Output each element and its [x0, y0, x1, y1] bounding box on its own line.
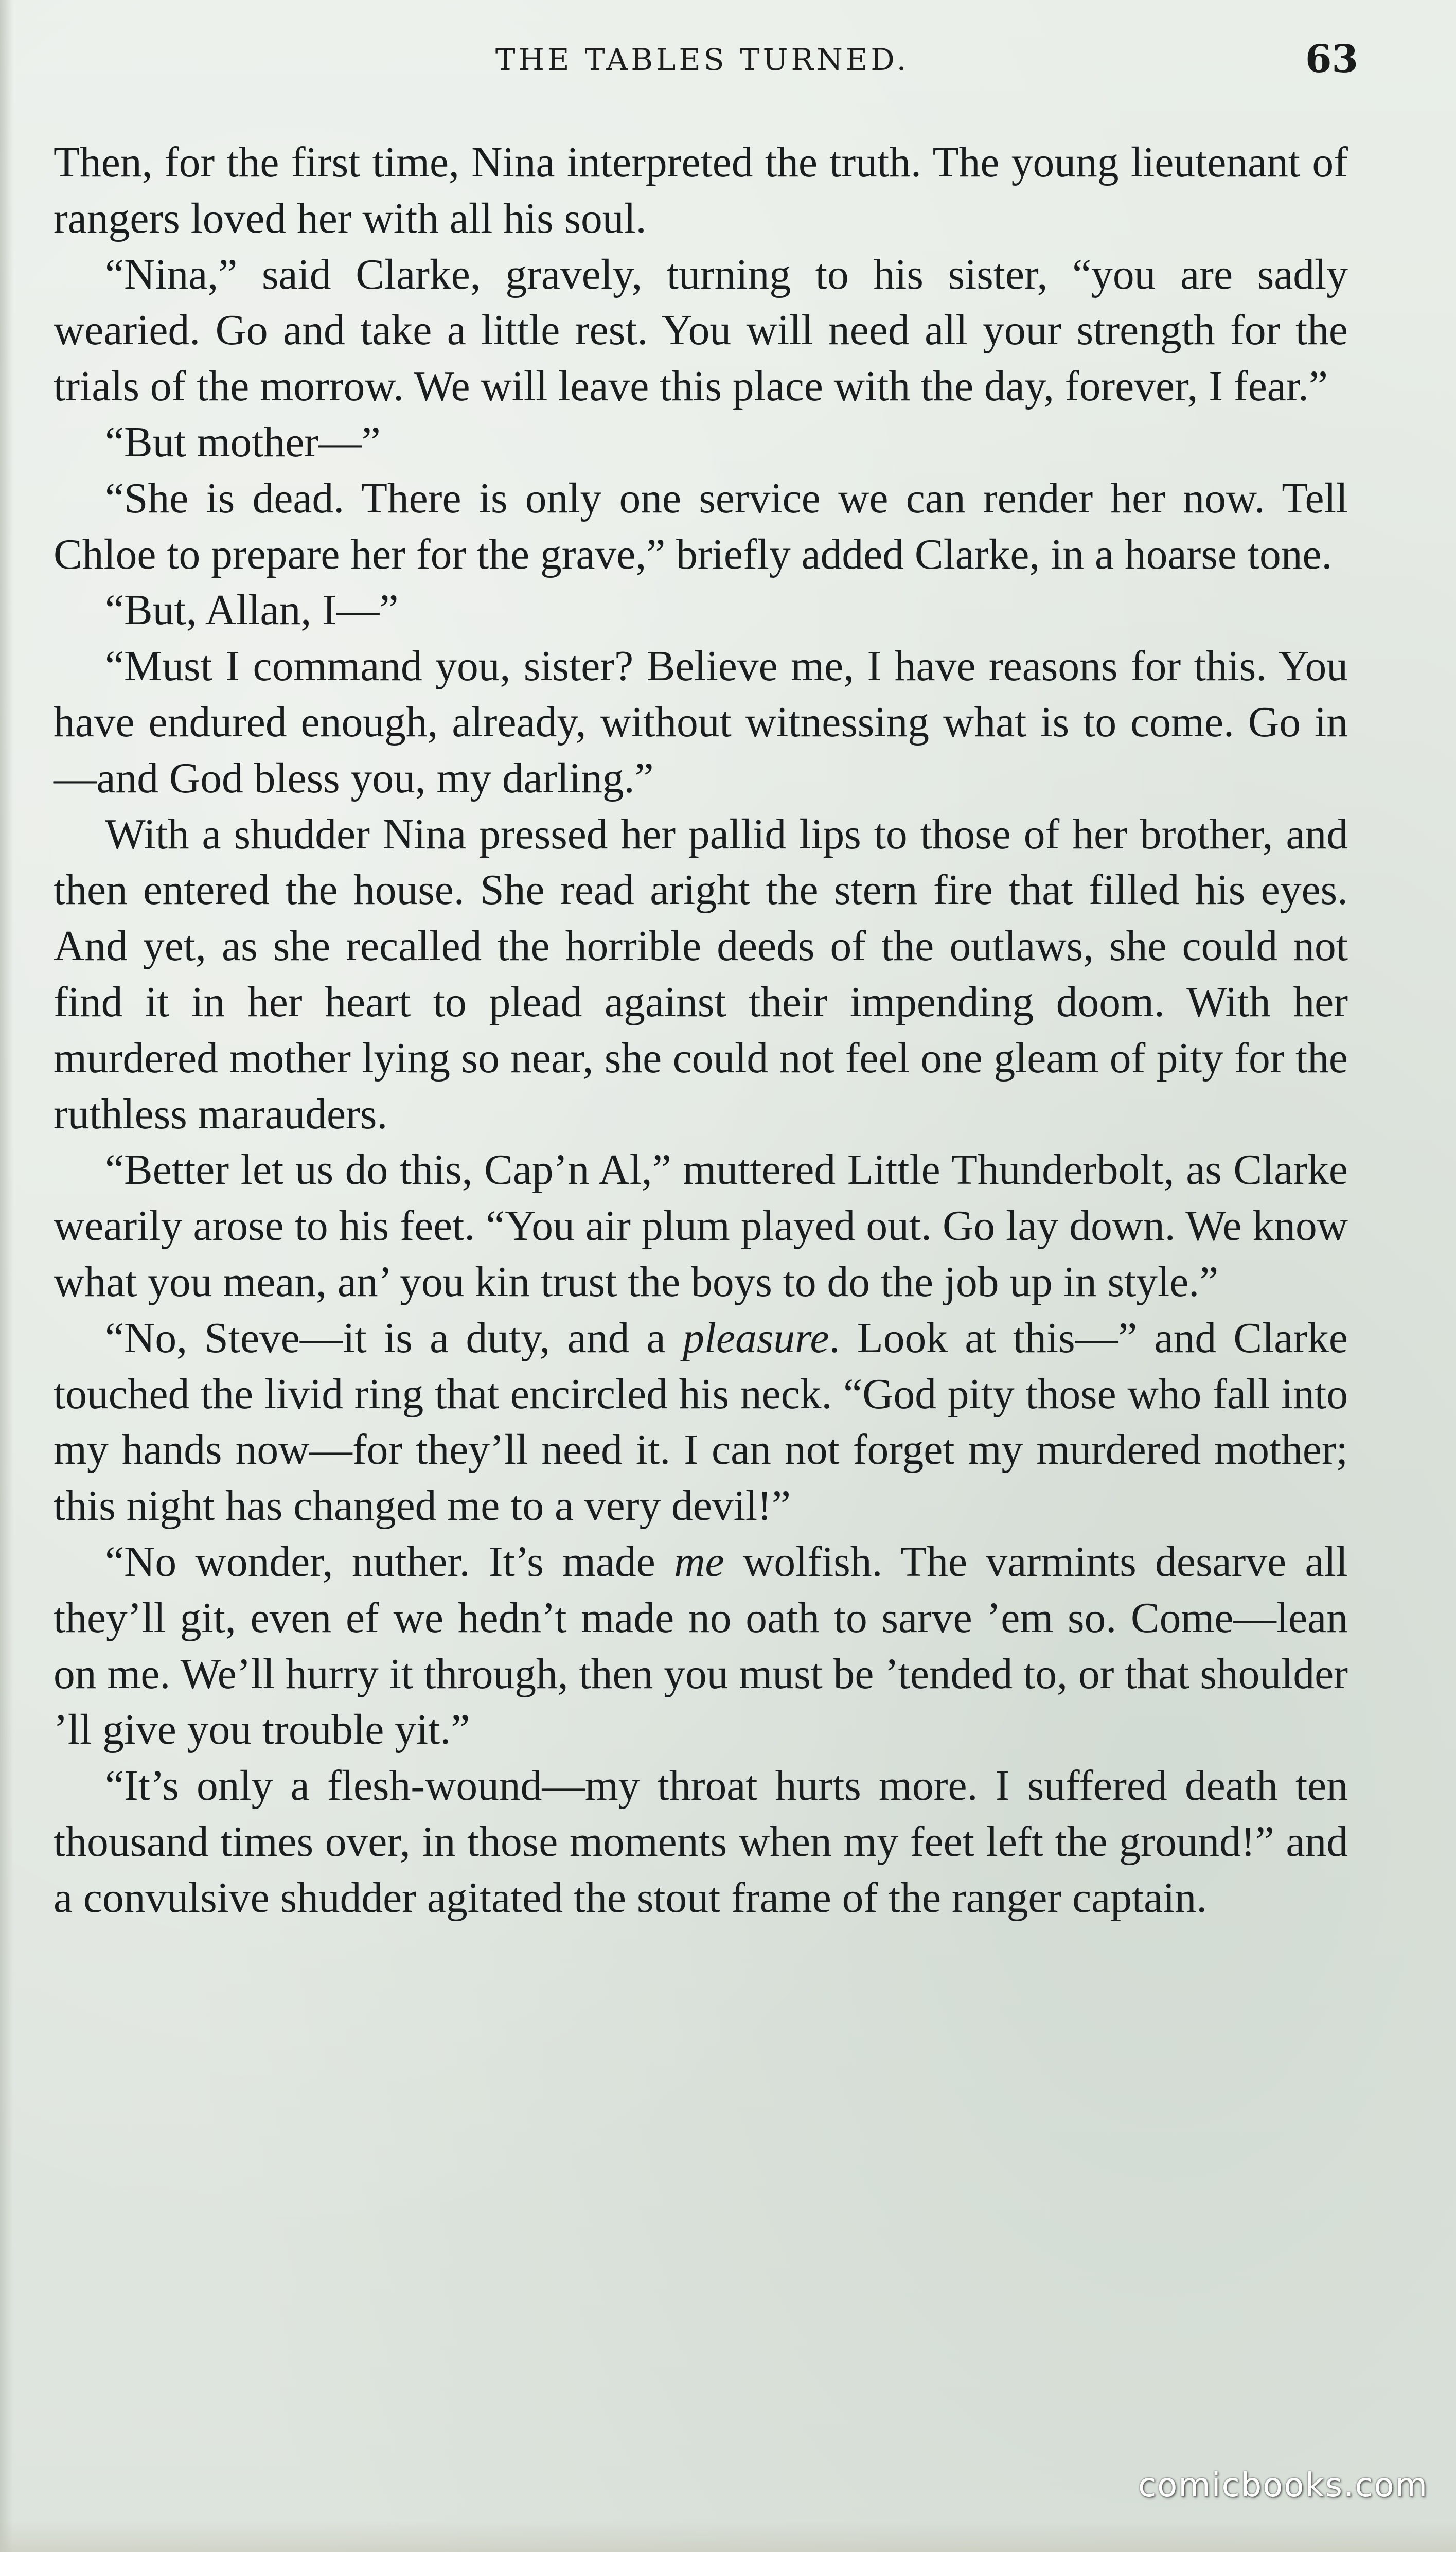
text-run: Then, for the first time, Nina interpreted the truth. The young lieutenant of rangers loved her with all his soul.	[54, 139, 1348, 242]
emphasis-text: pleasure	[683, 1314, 829, 1362]
paragraph	[54, 135, 1348, 247]
paragraph	[54, 1534, 1348, 1758]
text-run: “No wonder, nuther. It’s made	[105, 1538, 674, 1586]
body-text	[54, 135, 1348, 1926]
page-edge-shadow	[0, 0, 13, 2552]
text-run: With a shudder Nina pressed her pallid lips to those of her brother, and then entered the house. She read aright the stern fire that filled his eyes. And yet, as she recalled the horrible deeds of the outlaws, she could not find it in her heart to plead against their impending doom. With her murdered mother lying so near, she could not feel one gleam of pity for the ruthless marauders.	[54, 810, 1348, 1138]
text-run: . Look at this—” and Clarke touched the livid ring that encircled his neck. “God pity those who fall into my hands now—for they’ll need it. I can not forget my murdered mother; this night has changed me to a very devil!”	[54, 1314, 1348, 1530]
paragraph	[54, 639, 1348, 806]
text-run: “But, Allan, I—”	[105, 587, 399, 634]
paragraph	[54, 1142, 1348, 1310]
text-run: wolfish. The varmints desarve all they’ll git, even ef we hedn’t made no oath to sarve ’em so. Come—lean on me. We’ll hurry it through, then you must be ’tended to, or that shoulder ’ll give you trouble yit.”	[54, 1538, 1348, 1754]
page-bottom-stain	[0, 2521, 1456, 2552]
paragraph	[54, 415, 1348, 471]
text-run: “Must I command you, sister? Believe me, I have reasons for this. You have endured enough, already, without witnessing what is to come. Go in—and God bless you, my darling.”	[54, 643, 1348, 802]
page-number: 63	[1305, 37, 1358, 81]
text-run: “Better let us do this, Cap’n Al,” muttered Little Thunderbolt, as Clarke wearily arose to his feet. “You air plum played out. Go lay down. We know what you mean, an’ you kin trust the boys to do the job up in style.”	[54, 1146, 1348, 1306]
text-run: “Nina,” said Clarke, gravely, turning to his sister, “you are sadly wearied. Go and take a little rest. You will need all your strength for the trials of the morrow. We will leave this place with the day, forever, I fear.”	[54, 251, 1348, 411]
emphasis-text: me	[674, 1538, 724, 1586]
paragraph	[54, 582, 1348, 639]
running-title: THE TABLES TURNED.	[495, 42, 910, 77]
paragraph	[54, 807, 1348, 1143]
paragraph	[54, 1758, 1348, 1926]
running-header	[0, 37, 1456, 83]
paragraph	[54, 247, 1348, 415]
text-run: “But mother—”	[105, 418, 381, 466]
text-run: “It’s only a flesh-wound—my throat hurts more. I suffered death ten thousand times over, in those moments when my feet left the ground!” and a convulsive shudder agitated the stout frame of the ranger captain.	[54, 1762, 1348, 1922]
paragraph	[54, 1310, 1348, 1534]
paragraph	[54, 471, 1348, 583]
text-run: “No, Steve—it is a duty, and a	[105, 1314, 683, 1362]
watermark-text: comicbooks.com	[1138, 2467, 1428, 2505]
text-run: “She is dead. There is only one service we can render her now. Tell Chloe to prepare her for the grave,” briefly added Clarke, in a hoarse tone.	[54, 474, 1348, 578]
